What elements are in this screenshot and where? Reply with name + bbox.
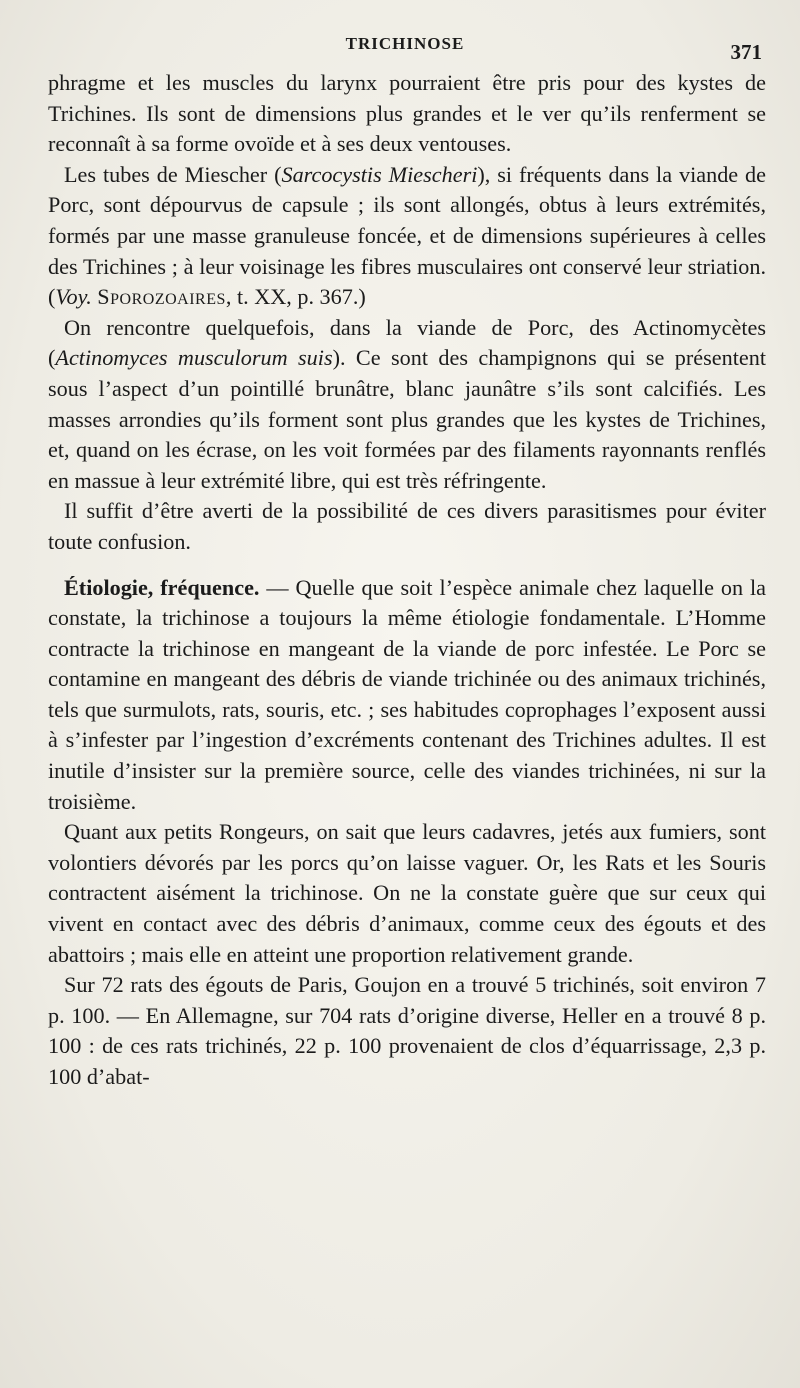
- paragraph-confusion: [48, 496, 766, 557]
- paragraph-text: , t. XX, p. 367.): [225, 284, 366, 310]
- text-body: [48, 68, 766, 1093]
- paragraph-text: ). Ce sont des champignons qui se présentent sous l’aspect d’un pointillé brunâtre, blanc jaunâtre s’ils sont calcifiés. Les masses arrondies qu’ils forment sont plus grandes que les kystes de Trichines, et, quand on les écrase, on les voit formées par des filaments rayonnants renflés en massue à leur extrémité libre, qui est très réfringente.: [48, 345, 766, 493]
- paragraph-statistics: [48, 970, 766, 1092]
- paragraph-actinomycetes: [48, 313, 766, 497]
- paragraph-text: Sur 72 rats des égouts de Paris, Goujon en a trouvé 5 trichinés, soit environ 7 p. 100. — En Allemagne, sur 704 rats d’origine diverse, Heller en a trouvé 8 p. 100 : de ces rats trichinés, 22 p. 100 provenaient de clos d’équarrissage, 2,3 p. 100 d’abat-: [48, 972, 766, 1089]
- page-header: [48, 30, 762, 64]
- reference-voy: Voy.: [55, 284, 92, 310]
- reference-title: Sporozoaires: [97, 284, 226, 310]
- paragraph-text: phragme et les muscles du larynx pourraient être pris pour des kystes de Trichines. Ils sont de dimensions plus grandes et le ver qu’ils renferment se reconnaît à sa forme ovoïde et à ses deux ventouses.: [48, 70, 766, 157]
- species-name: Sarcocystis Miescheri: [281, 161, 478, 187]
- section-heading: Étiologie, fréquence.: [64, 574, 260, 600]
- running-head: TRICHINOSE: [345, 34, 465, 53]
- paragraph-text: — Quelle que soit l’espèce animale chez laquelle on la constate, la trichinose a toujours la même étiologie fondamentale. L’Homme contracte la trichinose en mangeant de la viande de porc infestée. Le Porc se contamine en mangeant des débris de viande trichinée ou des animaux trichinés, tels que surmulots, rats, souris, etc. ; ses habitudes coprophages l’exposent aussi à s’infester par l’ingestion d’excréments contenant des Trichines adultes. Il est inutile d’insister sur la première source, celle des viandes trichinées, ni sur la troisième.: [48, 574, 766, 814]
- paragraph-rongeurs: [48, 817, 766, 970]
- species-name: Actinomyces musculorum suis: [55, 345, 333, 371]
- paragraph-text: ), si fréquents dans la viande de Porc, sont dépourvus de capsule ; ils sont allongés, obtus à leurs extrémités, formés par une masse granuleuse foncée, et de dimensions supérieures à celles des Trichines ; à leur voisinage les fibres musculaires ont conservé leur striation. (: [48, 161, 767, 310]
- paragraph-text: Quant aux petits Rongeurs, on sait que leurs cadavres, jetés aux fumiers, sont volontiers dévorés par les porcs qu’on laisse vaguer. Or, les Rats et les Souris contractent aisément la trichinose. On ne la constate guère que sur ceux qui vivent en contact avec des débris d’animaux, comme ceux des égouts et des abattoirs ; mais elle en atteint une proportion relativement grande.: [48, 819, 766, 967]
- paragraph-text: Il suffit d’être averti de la possibilité de ces divers parasitismes pour éviter toute confusion.: [48, 498, 766, 554]
- paragraph-continuation: [48, 68, 766, 160]
- paragraph-etiologie: [48, 573, 766, 818]
- page-number: 371: [730, 40, 762, 64]
- paragraph-miescher-tubes: [48, 160, 766, 313]
- paragraph-text: Les tubes de Miescher (: [64, 161, 282, 187]
- paragraph-text: On rencontre quelquefois, dans la viande de Porc, des Actinomycètes (: [48, 314, 766, 371]
